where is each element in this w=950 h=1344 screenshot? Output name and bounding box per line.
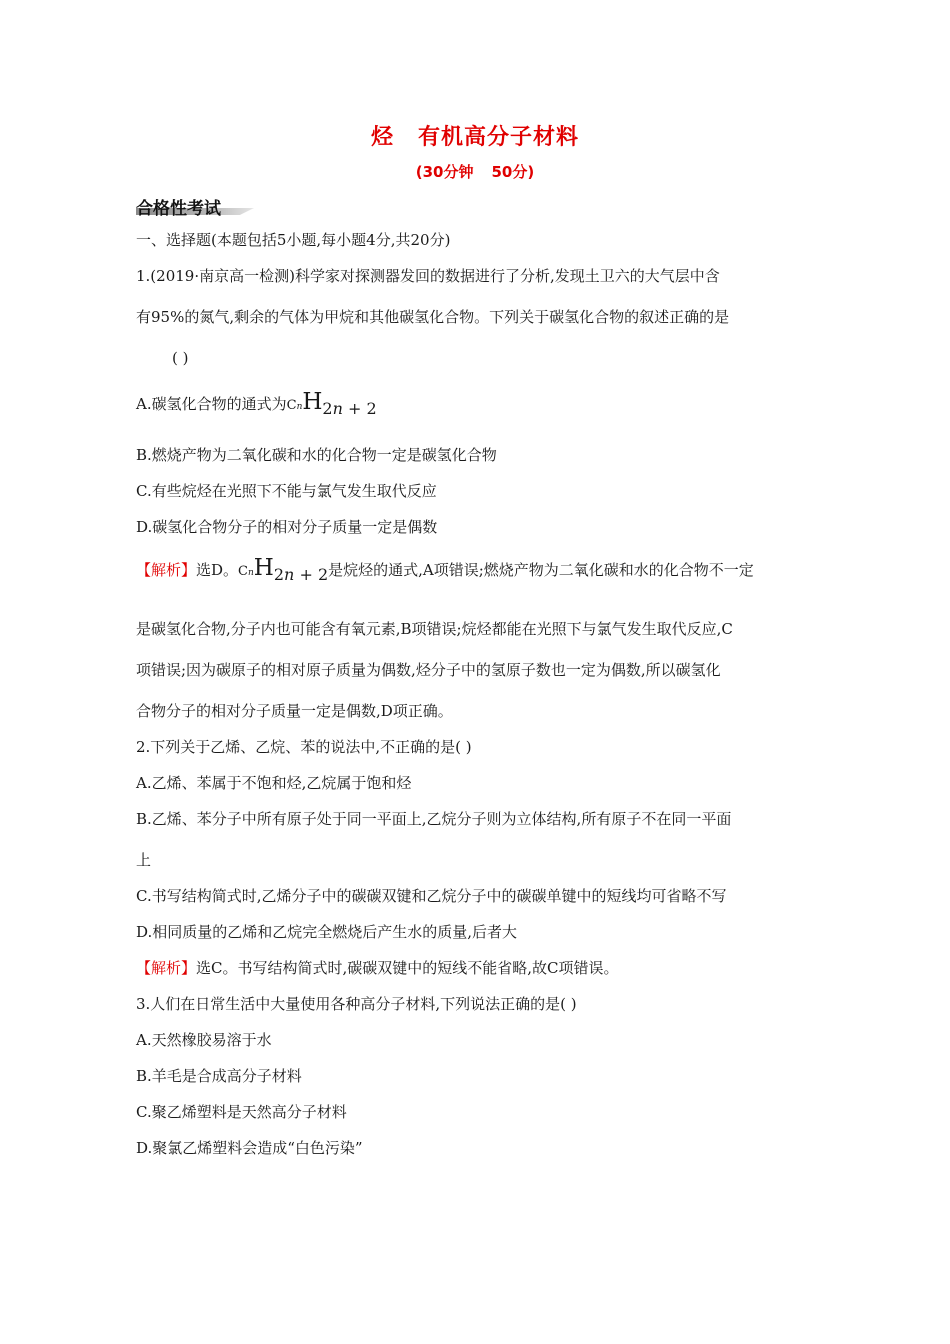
formula-sub-plus2: + 2: [342, 399, 377, 418]
page-title: [0, 120, 950, 151]
q2-analysis-text: 选C。书写结构简式时,碳碳双键中的短线不能省略,故C项错误。: [196, 959, 619, 977]
title-text-1: 烃: [370, 125, 394, 150]
formula-sub-2: 2: [273, 565, 285, 584]
formula-sub-plus2: + 2: [294, 565, 329, 584]
question-section-intro: 一、选择题(本题包括5小题,每小题4分,共20分): [136, 231, 451, 249]
q1-stem-line2: 有95%的氮气,剩余的气体为甲烷和其他碳氢化合物。下列关于碳氢化合物的叙述正确的是: [136, 308, 730, 326]
q1-analysis-line1: [136, 555, 754, 585]
q2-option-c: C.书写结构简式时,乙烯分子中的碳碳双键和乙烷分子中的碳碳单键中的短线均可省略不写: [136, 887, 727, 905]
q2-analysis-tag: 【解析】: [136, 959, 197, 977]
q2-option-b-line1: B.乙烯、苯分子中所有原子处于同一平面上,乙烷分子则为立体结构,所有原子不在同一平面: [136, 810, 732, 828]
q2-analysis: [136, 958, 619, 978]
q1-analysis-line2: 是碳氢化合物,分子内也可能含有氧元素,B项错误;烷烃都能在光照下与氯气发生取代反应,C: [136, 620, 733, 638]
formula-c: C: [286, 398, 297, 413]
q1-option-a: [136, 389, 377, 419]
q2-stem: 2.下列关于乙烯、乙烷、苯的说法中,不正确的是( ): [136, 738, 472, 756]
q3-option-d: D.聚氯乙烯塑料会造成“白色污染”: [136, 1139, 363, 1157]
q1-analysis-choice: 选D。: [196, 561, 239, 579]
q1-analysis-line4: 合物分子的相对分子质量一定是偶数,D项正确。: [136, 702, 453, 720]
q1-analysis-line3: 项错误;因为碳原子的相对原子质量为偶数,烃分子中的氢原子数也一定为偶数,所以碳氢化: [136, 661, 721, 679]
q2-option-b-line2: 上: [136, 851, 152, 869]
section-banner: [136, 194, 254, 219]
page-subtitle: [0, 161, 950, 182]
q3-stem: 3.人们在日常生活中大量使用各种高分子材料,下列说法正确的是( ): [136, 995, 577, 1013]
q1-option-d: D.碳氢化合物分子的相对分子质量一定是偶数: [136, 518, 438, 536]
section-label: 合格性考试: [136, 199, 221, 219]
formula-h: H: [302, 389, 323, 415]
formula-sub-n: n: [284, 565, 295, 584]
formula-sub-2: 2: [322, 399, 333, 418]
formula-subscript: [274, 565, 328, 584]
q1-option-a-text: A.碳氢化合物的通式为: [136, 395, 287, 413]
title-text-2: 有机高分子材料: [418, 125, 580, 150]
alkane-formula: [286, 389, 377, 418]
alkane-formula-2: [238, 555, 329, 584]
subtitle-score: 50分): [491, 163, 535, 181]
q2-option-d: D.相同质量的乙烯和乙烷完全燃烧后产生水的质量,后者大: [136, 923, 518, 941]
q3-option-a: A.天然橡胶易溶于水: [136, 1031, 272, 1049]
formula-h: H: [253, 555, 274, 581]
q1-option-b: B.燃烧产物为二氧化碳和水的化合物一定是碳氢化合物: [136, 446, 497, 464]
q3-option-b: B.羊毛是合成高分子材料: [136, 1067, 302, 1085]
formula-subscript: [322, 399, 376, 418]
q2-option-a: A.乙烯、苯属于不饱和烃,乙烷属于饱和烃: [136, 774, 412, 792]
q3-option-c: C.聚乙烯塑料是天然高分子材料: [136, 1103, 347, 1121]
q1-analysis-tag: 【解析】: [136, 561, 197, 579]
formula-sub-n: n: [332, 399, 343, 418]
q1-stem-line1: 1.(2019·南京高一检测)科学家对探测器发回的数据进行了分析,发现土卫六的大气层中含: [136, 267, 720, 285]
q1-analysis-text-1: 是烷烃的通式,A项错误;燃烧产物为二氧化碳和水的化合物不一定: [328, 561, 754, 579]
formula-c: C: [238, 564, 248, 579]
subtitle-time: (30分钟: [415, 163, 474, 181]
q1-answer-blank: ( ): [172, 349, 189, 367]
q1-option-c: C.有些烷烃在光照下不能与氯气发生取代反应: [136, 482, 437, 500]
formula-n: n: [296, 402, 303, 412]
formula-n: n: [248, 568, 254, 578]
